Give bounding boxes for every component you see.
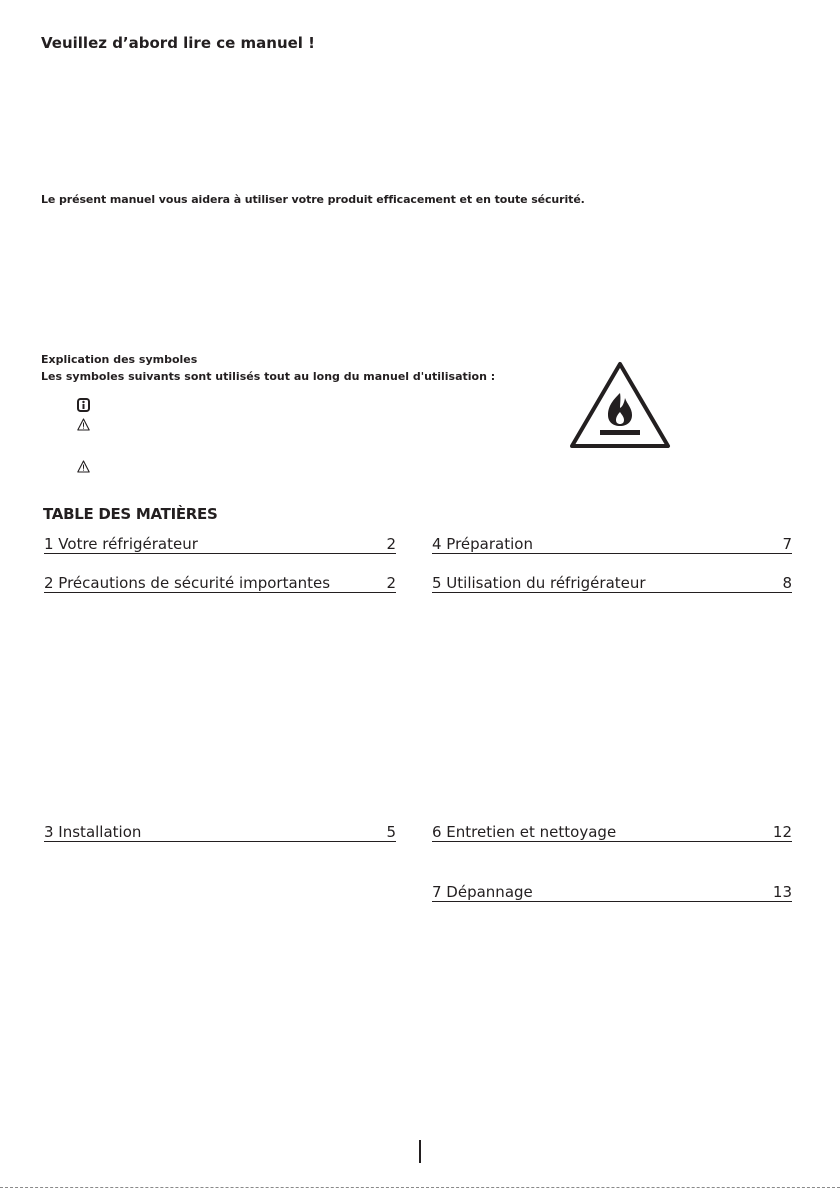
toc-entry-title: 4 Préparation (432, 535, 533, 553)
toc-entry-title: 1 Votre réfrigérateur (44, 535, 198, 553)
toc-entry-page: 12 (772, 823, 792, 841)
symbols-intro: Les symboles suivants sont utilisés tout au long du manuel d'utilisation : (41, 370, 496, 383)
toc-entry[interactable] (432, 882, 792, 902)
page-marker (419, 1140, 421, 1163)
toc-entry-page: 8 (782, 574, 792, 592)
toc-entry[interactable] (44, 534, 396, 554)
toc-entry[interactable] (432, 573, 792, 593)
bottom-divider (0, 1187, 840, 1188)
toc-entry-page: 7 (782, 535, 792, 553)
toc-entry-title: 6 Entretien et nettoyage (432, 823, 617, 841)
toc-entry[interactable] (432, 534, 792, 554)
toc-entry-page: 2 (386, 574, 396, 592)
warning-icon (77, 416, 90, 430)
toc-entry-title: 3 Installation (44, 823, 142, 841)
toc-entry[interactable] (44, 573, 396, 593)
toc-entry-page: 13 (772, 883, 792, 901)
toc-entry-page: 2 (386, 535, 396, 553)
toc-entry[interactable] (44, 822, 396, 842)
symbols-heading: Explication des symboles (41, 353, 198, 366)
toc-entry-title: 5 Utilisation du réfrigérateur (432, 574, 646, 592)
toc-heading: TABLE DES MATIÈRES (43, 505, 218, 523)
page-title: Veuillez d’abord lire ce manuel ! (41, 34, 315, 52)
toc-entry-title: 7 Dépannage (432, 883, 533, 901)
toc-entry-page: 5 (386, 823, 396, 841)
intro-text: Le présent manuel vous aidera à utiliser votre produit efficacement et en toute sécurité. (41, 193, 585, 206)
toc-entry-title: 2 Précautions de sécurité importantes (44, 574, 331, 592)
toc-entry[interactable] (432, 822, 792, 842)
flammable-warning-icon (568, 360, 672, 450)
warning-icon (77, 458, 90, 472)
info-icon (77, 397, 90, 411)
